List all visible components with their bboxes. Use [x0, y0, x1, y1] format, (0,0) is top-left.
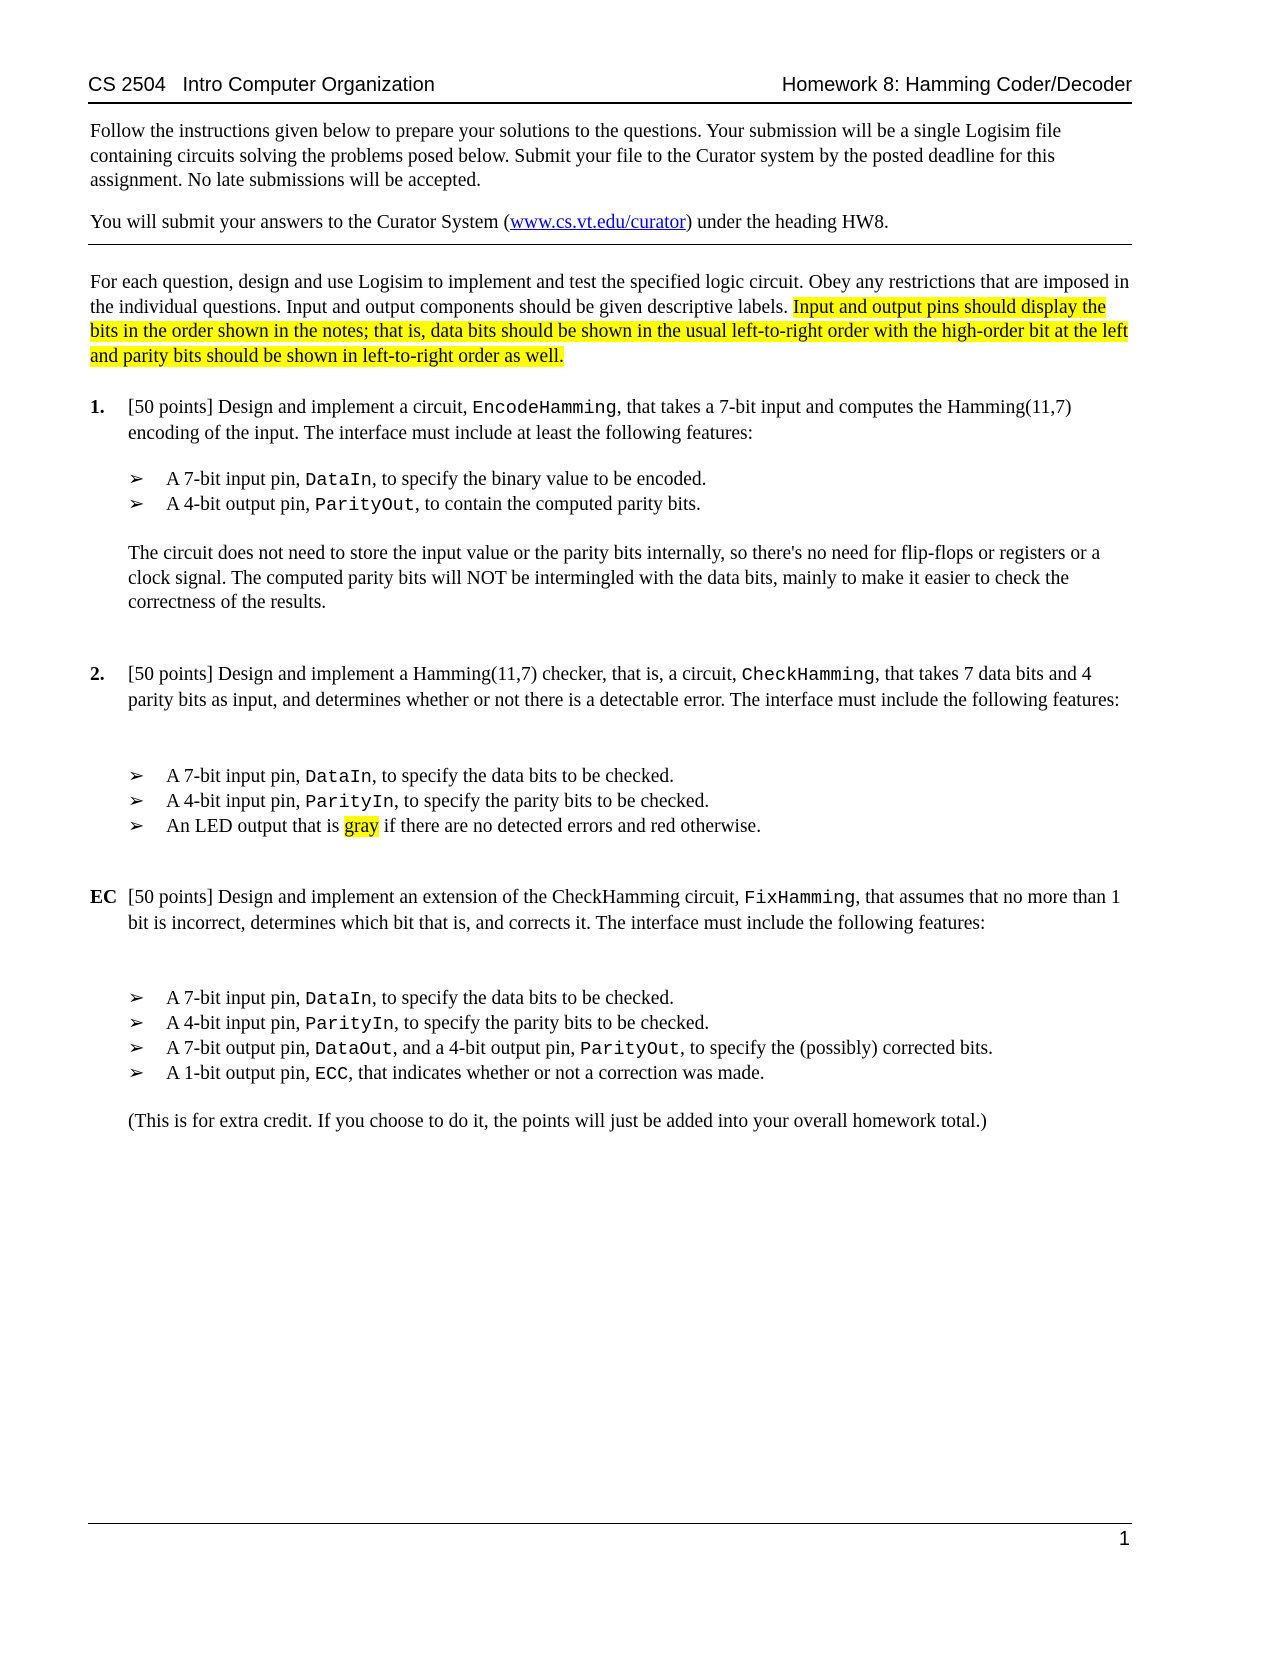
intro-paragraph: Follow the instructions given below to prepare your solutions to the questions. Your submission will be a single Logisim file containing circuits solving the problems posed below. Submit your file to the Curator system by the posted deadline for this assignment. No late submissions will be accepted.	[90, 121, 1062, 191]
list-item: ➢ A 4-bit output pin, ParityOut, to contain the computed parity bits.	[128, 494, 701, 516]
arrow-bullet-icon: ➢	[128, 1038, 145, 1059]
circuit-name: FixHamming	[744, 888, 856, 909]
ec-bullet-list	[128, 987, 1128, 1087]
list-item: ➢ A 7-bit input pin, DataIn, to specify the binary value to be encoded.	[128, 469, 707, 491]
question-number: 1.	[90, 397, 105, 418]
question-number: EC	[90, 887, 118, 908]
footer-divider	[88, 1523, 1132, 1524]
arrow-bullet-icon: ➢	[128, 988, 145, 1009]
question-text: [50 points] Design and implement an extension of the CheckHamming circuit, FixHamming, that assumes that no more than 1 bit is incorrect, determines which bit that is, and corrects it. The interface must include the following features:	[128, 887, 1121, 934]
homework-title: Homework 8: Hamming Coder/Decoder	[781, 74, 1132, 96]
circuit-name: EncodeHamming	[472, 398, 617, 419]
curator-link[interactable]: www.cs.vt.edu/curator	[509, 212, 686, 233]
q1-bullet-list	[128, 468, 1128, 518]
list-item: ➢ A 4-bit input pin, ParityIn, to specify the parity bits to be checked.	[128, 791, 710, 813]
circuit-name: CheckHamming	[741, 665, 875, 686]
arrow-bullet-icon: ➢	[128, 766, 145, 787]
list-item: ➢ A 7-bit input pin, DataIn, to specify the data bits to be checked.	[128, 988, 674, 1010]
list-item: ➢ A 7-bit input pin, DataIn, to specify the data bits to be checked.	[128, 766, 674, 788]
list-item: ➢ A 4-bit input pin, ParityIn, to specify the parity bits to be checked.	[128, 1013, 710, 1035]
submission-paragraph: You will submit your answers to the Curator System (www.cs.vt.edu/curator) under the heading HW8.	[90, 212, 889, 233]
highlighted-requirement: Input and output pins should display the bits in the order shown in the notes; that is, data bits should be shown in the usual left-to-right order with the high-order bit at the left and parity bits should be shown in left-to-right order as well.	[90, 296, 1129, 367]
arrow-bullet-icon: ➢	[128, 469, 145, 490]
general-instructions: For each question, design and use Logisim to implement and test the specified logic circuit. Obey any restrictions that are imposed in the individual questions. Input and output components should be given descriptive labels. Input and output pins should display the bits in the order shown in the notes; that is, data bits should be shown in the usual left-to-right order with the high-order bit at the left and parity bits should be shown in left-to-right order as well.	[90, 272, 1130, 367]
arrow-bullet-icon: ➢	[128, 1013, 145, 1034]
section-divider	[88, 244, 1132, 245]
question-text: [50 points] Design and implement a circuit, EncodeHamming, that takes a 7-bit input and computes the Hamming(11,7) encoding of the input. The interface must include at least the following features:	[128, 397, 1072, 444]
arrow-bullet-icon: ➢	[128, 791, 145, 812]
q2-bullet-list	[128, 765, 1128, 840]
arrow-bullet-icon: ➢	[128, 1063, 145, 1084]
list-item: ➢ A 1-bit output pin, ECC, that indicates whether or not a correction was made.	[128, 1063, 765, 1085]
course-title: CS 2504 Intro Computer Organization	[88, 74, 435, 96]
list-item: ➢ A 7-bit output pin, DataOut, and a 4-bit output pin, ParityOut, to specify the (possibly) corrected bits.	[128, 1038, 994, 1060]
page-number: 1	[1118, 1528, 1130, 1550]
page-header	[88, 74, 1132, 104]
list-item: ➢ An LED output that is gray if there are no detected errors and red otherwise.	[128, 815, 1128, 840]
arrow-bullet-icon: ➢	[128, 494, 145, 515]
question-number: 2.	[90, 664, 105, 685]
question-text: [50 points] Design and implement a Hamming(11,7) checker, that is, a circuit, CheckHamming, that takes 7 data bits and 4 parity bits as input, and determines whether or not there is a detectable error. The interface must include the following features:	[128, 664, 1120, 711]
highlighted-word: gray	[344, 816, 379, 837]
q1-note: The circuit does not need to store the input value or the parity bits internally, so there's no need for flip-flops or registers or a clock signal. The computed parity bits will NOT be intermingled with the data bits, mainly to make it easier to check the correctness of the results.	[128, 543, 1101, 613]
ec-note: (This is for extra credit. If you choose to do it, the points will just be added into your overall homework total.)	[128, 1111, 987, 1132]
arrow-bullet-icon: ➢	[128, 816, 145, 837]
